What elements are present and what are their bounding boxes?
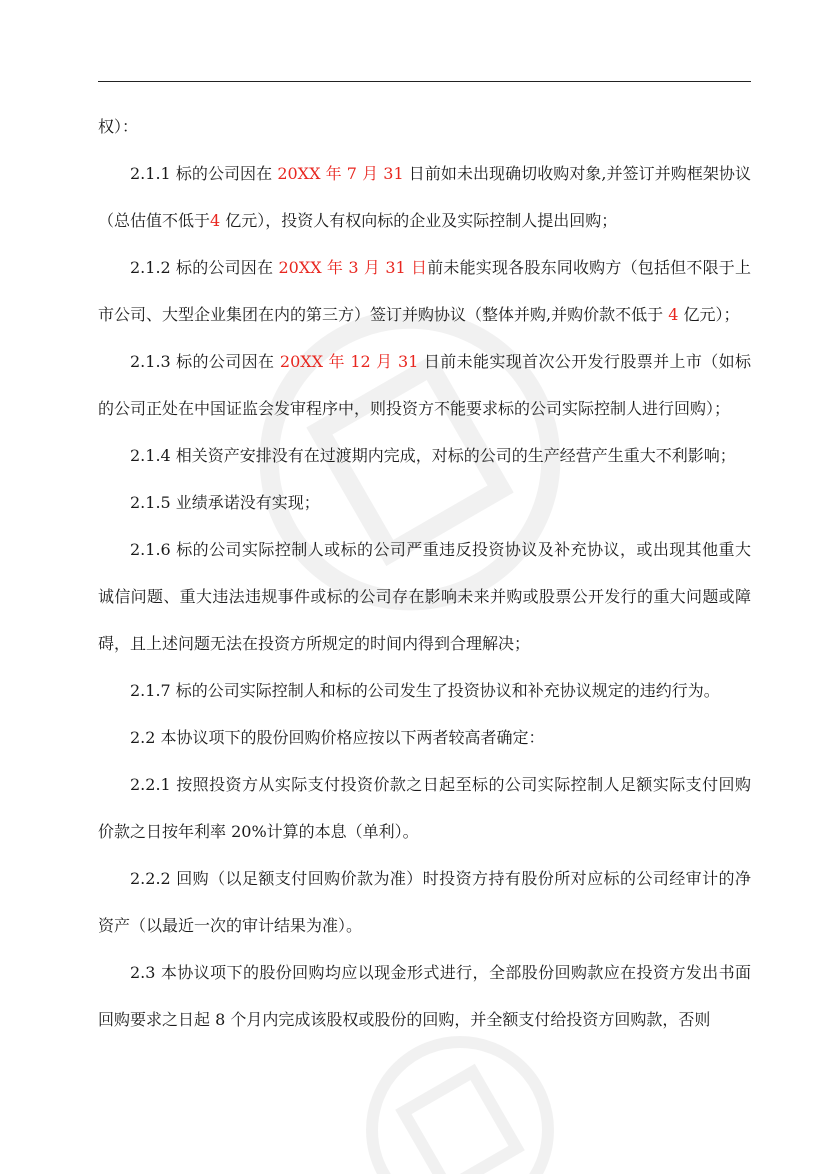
paragraph-p9 [98,761,751,855]
paragraph-p2 [98,244,751,338]
paragraph-p5 [98,479,751,526]
paragraph-p8 [98,714,751,761]
paragraph-text: 权）： [98,117,139,136]
paragraph-text: 2.2.2 回购（以足额支付回购价款为准）时投资方持有股份所对应标的公司经审计的净资产（以最近一次的审计结果为准）。 [98,869,751,935]
paragraph-text: 2.1.1 标的公司因在 [130,164,278,183]
paragraph-p3 [98,338,751,432]
paragraph-p1 [98,150,751,244]
paragraph-text: 2.1.2 标的公司因在 [130,258,279,277]
paragraph-text: 2.1.5 业绩承诺没有实现； [130,493,320,512]
highlighted-term: 20XX 年 12 月 31 [279,352,419,371]
header-rule [98,81,751,82]
paragraph-text: 前未能实现各股东同收购方（包括但不限于上市公司、大型企业集团在内的第三方）签订并购协议（整体并购,并购价款不低于 [98,258,751,324]
paragraph-text: 2.2.1 按照投资方从实际支付投资价款之日起至标的公司实际控制人足额实际支付回购价款之日按年利率 20%计算的本息（单利）。 [98,775,751,841]
paragraph-text: 2.1.6 标的公司实际控制人或标的公司严重违反投资协议及补充协议，或出现其他重大诚信问题、重大违法违规事件或标的公司存在影响未来并购或股票公开发行的重大问题或障碍，且上述问题无法在投资方所规定的时间内得到合理解决； [98,540,751,653]
paragraph-text: 2.1.7 标的公司实际控制人和标的公司发生了投资协议和补充协议规定的违约行为。 [130,681,720,700]
paragraph-p0 [98,103,751,150]
paragraph-p4 [98,432,751,479]
paragraph-text: 2.2 本协议项下的股份回购价格应按以下两者较高者确定： [130,728,545,747]
paragraph-text: 日前如未出现确切收购对象,并签订并购框架协议（总估值不低于 [98,164,751,230]
highlighted-term: 4 [210,211,221,230]
highlighted-term: 20XX 年 7 月 31 [277,164,404,183]
paragraph-text: 亿元）； [678,305,740,324]
paragraph-p10 [98,855,751,949]
paragraph-p11 [98,949,751,1043]
highlighted-term: 4 [668,305,679,324]
paragraph-text: 2.1.4 相关资产安排没有在过渡期内完成，对标的公司的生产经营产生重大不利影响； [130,446,736,465]
paragraph-text: 2.3 本协议项下的股份回购均应以现金形式进行，全部股份回购款应在投资方发出书面回购要求之日起 8 个月内完成该股权或股份的回购，并全额支付给投资方回购款，否则 [98,963,751,1029]
watermark-stamp-lower [360,1030,560,1174]
paragraph-p7 [98,667,751,714]
highlighted-term: 20XX 年 3 月 31 日 [278,258,428,277]
paragraph-text: 日前未能实现首次公开发行股票并上市（如标的公司正处在中国证监会发审程序中，则投资方不能要求标的公司实际控制人进行回购）； [98,352,751,418]
paragraph-text: 亿元），投资人有权向标的企业及实际控制人提出回购； [220,211,618,230]
paragraph-p6 [98,526,751,667]
paragraph-text: 2.1.3 标的公司因在 [130,352,280,371]
document-body [98,103,751,1043]
